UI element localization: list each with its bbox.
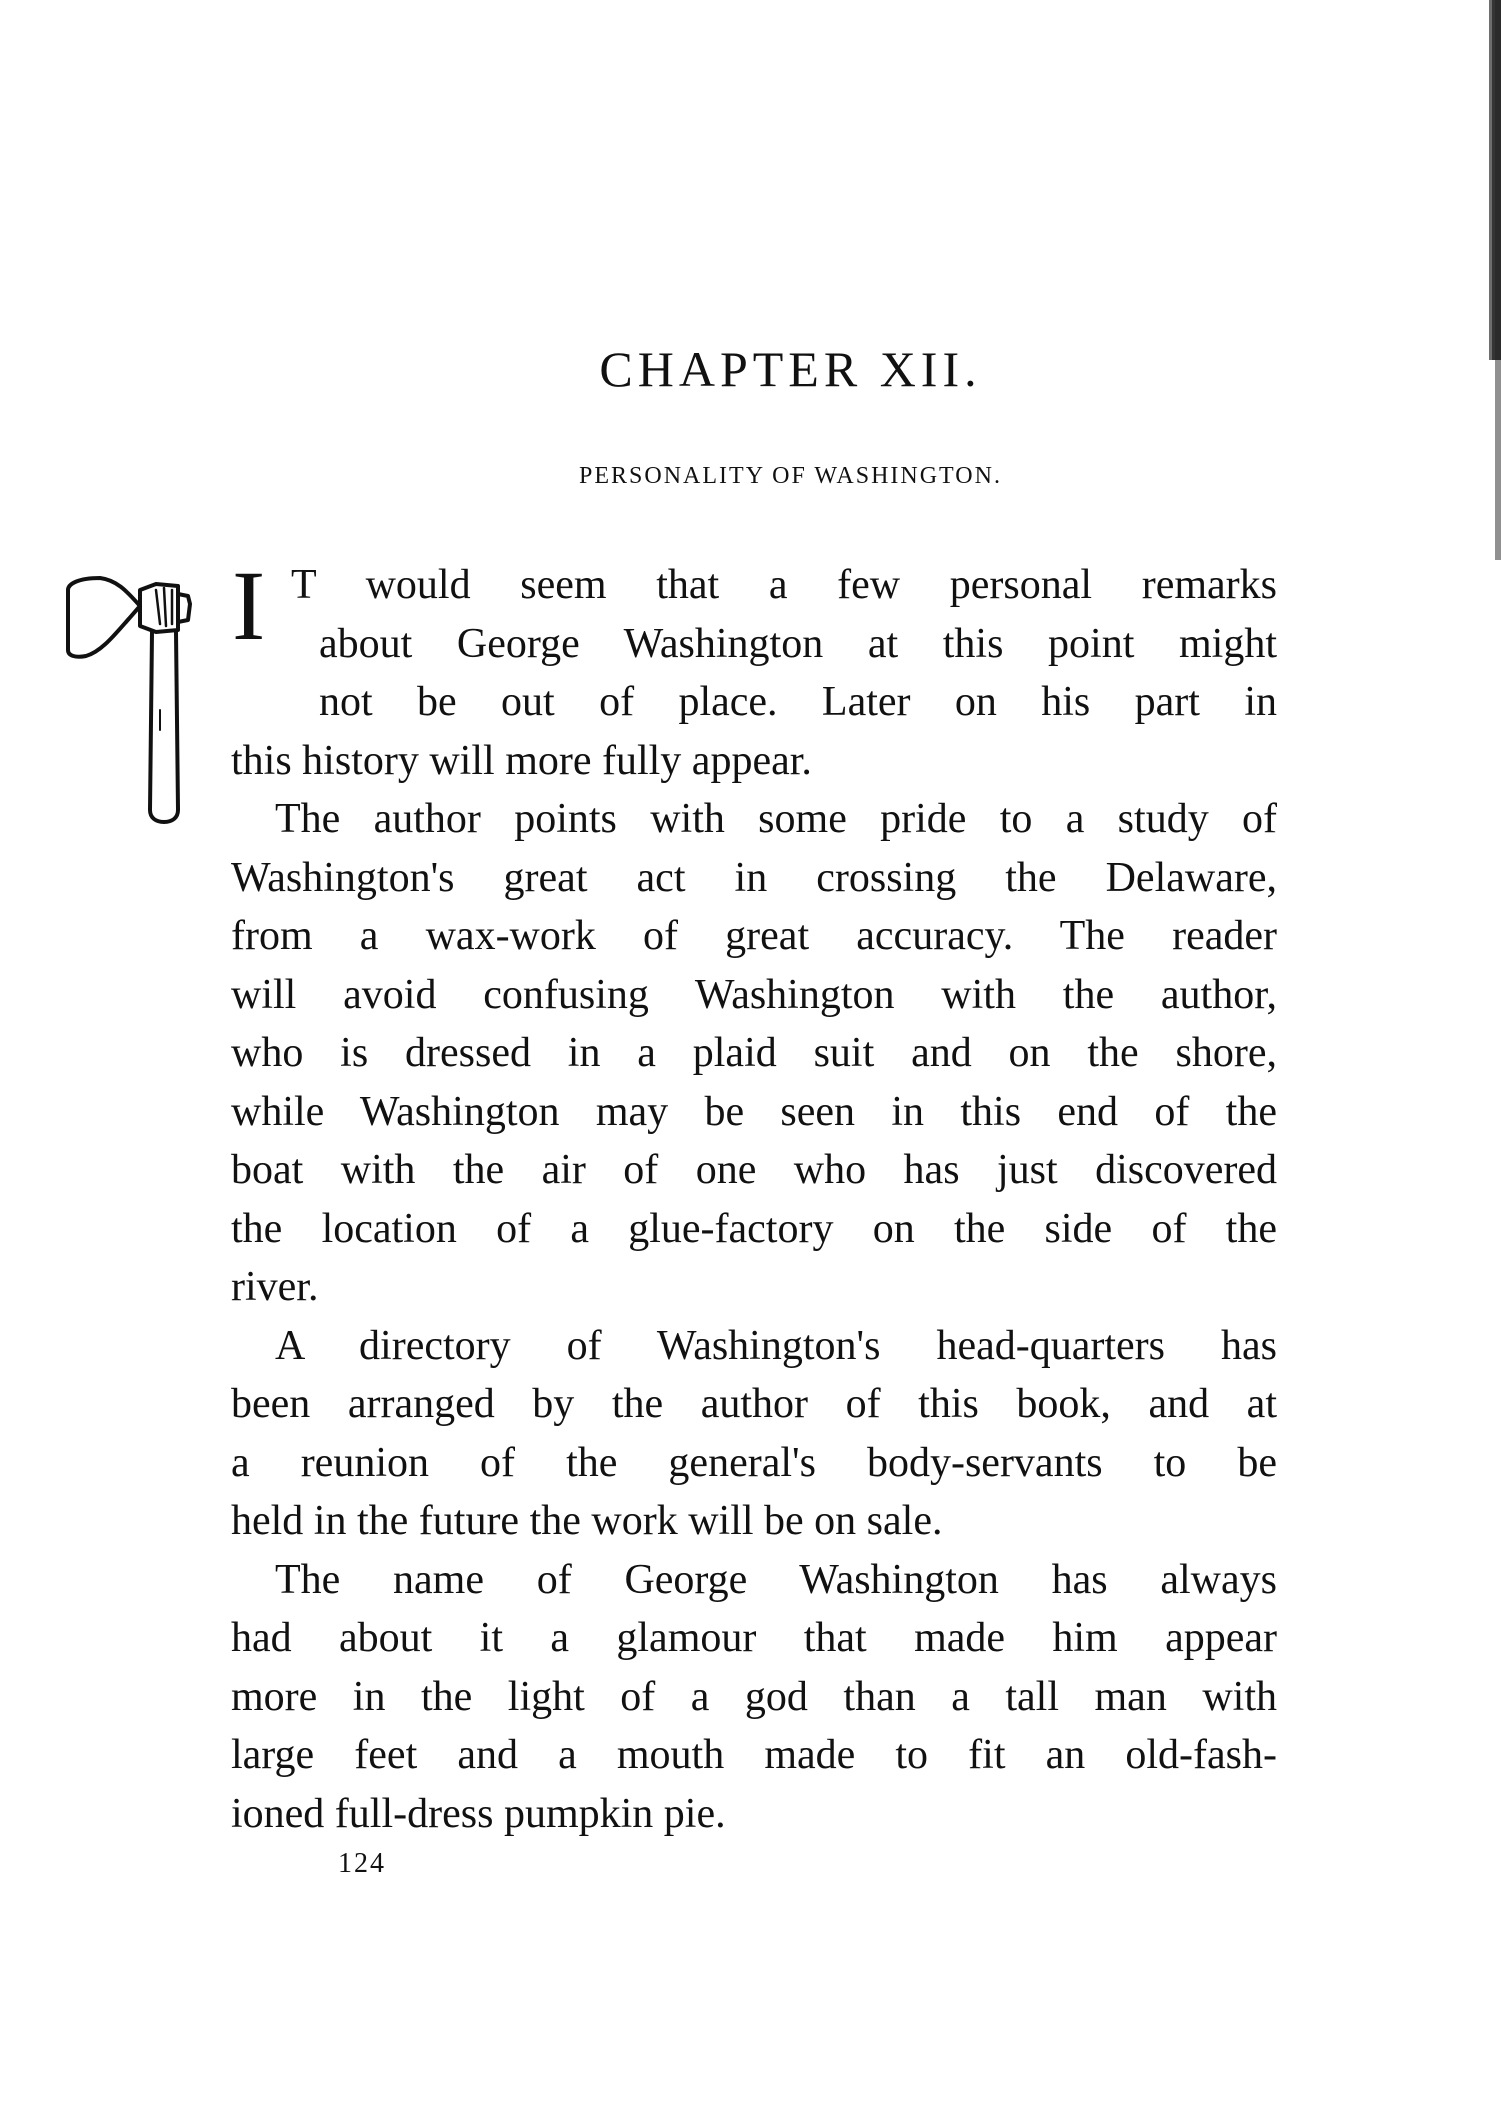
text-line: not be out of place. Later on his part in [319,679,1277,725]
text-line: A directory of Washington's head-quarters has [275,1322,1277,1369]
text-line: boat with the air of one who has just discovered [231,1147,1277,1193]
text-line: from a wax-work of great accuracy. The reader [231,913,1277,959]
text-line: had about it a glamour that made him appear [231,1615,1277,1661]
chapter-body [231,550,1277,1843]
text-line: this history will more fully appear. [231,737,812,784]
text-line: river. [231,1264,319,1310]
text-line: ioned full-dress pumpkin pie. [231,1790,726,1837]
text-line: Washington's great act in crossing the Delaware, [231,854,1277,901]
text-line: T would seem that a few personal remarks [291,562,1277,608]
text-line: large feet and a mouth made to fit an old-fash- [231,1732,1277,1778]
chapter-title: CHAPTER XII. [599,341,982,397]
text-line: about George Washington at this point might [319,620,1277,667]
text-line: while Washington may be seen in this end of the [231,1088,1277,1135]
text-line: the location of a glue-factory on the side of the [231,1205,1277,1252]
chapter-subtitle: PERSONALITY OF WASHINGTON. [579,463,1002,489]
text-line: who is dressed in a plaid suit and on the shore, [231,1030,1277,1076]
text-line: held in the future the work will be on sale. [231,1498,943,1544]
hatchet-icon [60,560,215,825]
page-number: 124 [338,1848,386,1879]
text-line: more in the light of a god than a tall man with [231,1673,1277,1720]
drop-cap-letter: I [232,550,266,661]
text-line: The name of George Washington has always [275,1556,1277,1603]
text-line: a reunion of the general's body-servants to be [231,1439,1277,1486]
text-line: will avoid confusing Washington with the author, [231,971,1277,1018]
text-line: The author points with some pride to a study of [275,796,1277,842]
text-line: been arranged by the author of this book, and at [231,1381,1277,1427]
